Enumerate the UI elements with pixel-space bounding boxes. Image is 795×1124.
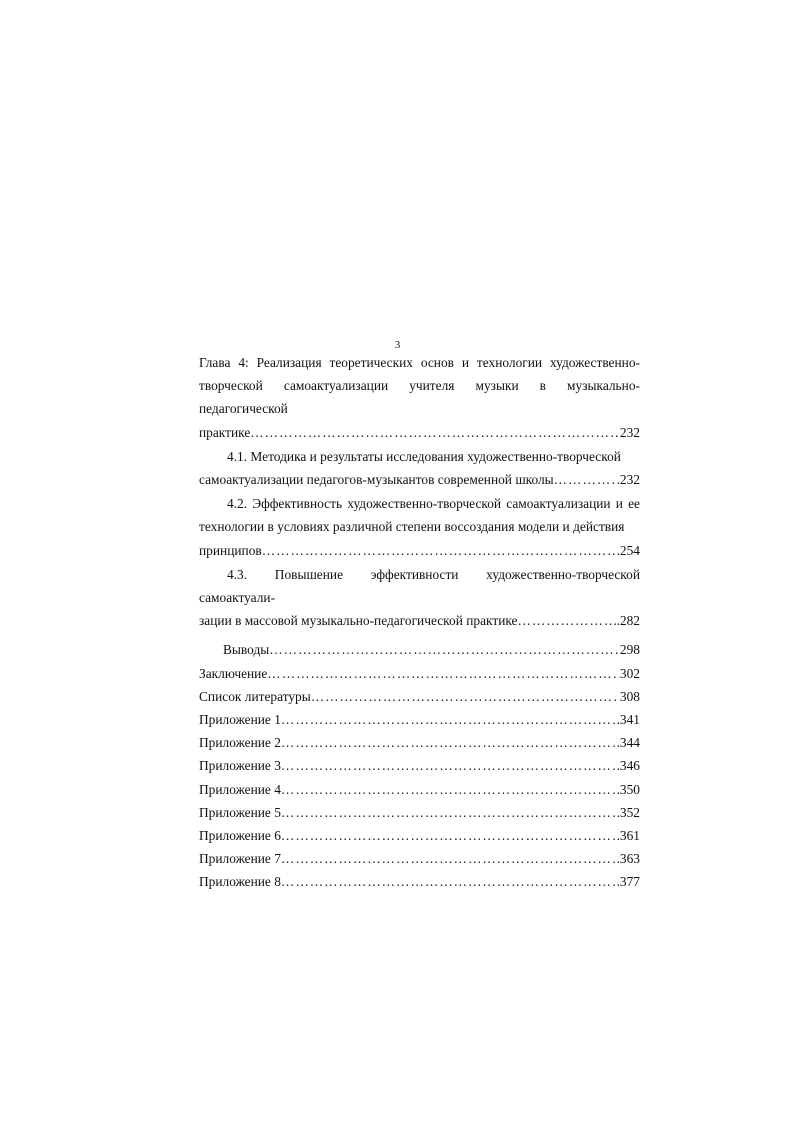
toc-chapter-4[interactable] <box>199 351 640 444</box>
toc-section-4-1-title: 4.1. Методика и результаты исследования художественно-творческой <box>227 448 621 464</box>
toc-appendix-4[interactable] <box>199 778 640 801</box>
toc-entry-label: Заключение <box>199 665 268 681</box>
dot-leader <box>269 638 619 661</box>
toc-bibliography[interactable] <box>199 685 640 708</box>
dot-leader <box>281 731 616 754</box>
toc-entry-label: Приложение 6 <box>199 828 281 844</box>
dot-leader <box>281 824 616 847</box>
toc-section-4-2-last-line: принципов <box>199 542 262 558</box>
toc-conclusion[interactable] <box>199 662 640 685</box>
toc-section-4-1-leader <box>199 468 640 491</box>
toc-entry-page: 302 <box>619 665 640 681</box>
dot-leader <box>281 801 616 824</box>
toc-appendix-8[interactable] <box>199 870 640 893</box>
dot-leader <box>281 870 616 893</box>
toc-section-4-1-last-line: самоактуализации педагогов-музыкантов современной школы <box>199 472 554 488</box>
toc-appendix-7[interactable] <box>199 847 640 870</box>
dot-leader <box>281 708 616 731</box>
toc-entry-page: .352 <box>616 804 640 820</box>
toc-section-4-1-page: .232 <box>616 472 640 488</box>
toc-appendix-3[interactable] <box>199 754 640 777</box>
toc-entry-label: Приложение 4 <box>199 781 281 797</box>
toc-section-4-3-leader <box>199 609 640 632</box>
toc-section-4-2[interactable] <box>199 492 640 562</box>
toc-vyvody-page: 298 <box>619 642 640 658</box>
toc-entry-label: Приложение 5 <box>199 804 281 820</box>
toc-section-4-3-title: 4.3. Повышение эффективности художественно-творческой самоактуали- <box>199 566 640 606</box>
toc-entry-label: Список литературы <box>199 688 311 704</box>
toc-entry-label: Приложение 3 <box>199 758 281 774</box>
toc-entry-page: .363 <box>616 851 640 867</box>
table-of-contents <box>199 351 640 894</box>
toc-chapter-4-leader <box>199 421 640 444</box>
toc-appendix-2[interactable] <box>199 731 640 754</box>
toc-entry-label: Приложение 1 <box>199 712 281 728</box>
dot-leader <box>281 847 616 870</box>
toc-entry-page: .350 <box>616 781 640 797</box>
toc-appendix-6[interactable] <box>199 824 640 847</box>
toc-vyvody-label: Выводы <box>223 642 270 658</box>
toc-entry-page: .346 <box>616 758 640 774</box>
toc-entry-page: 308 <box>619 688 640 704</box>
dot-leader <box>554 468 616 491</box>
toc-section-4-3-page: .282 <box>616 613 640 629</box>
page-number: 3 <box>394 339 401 351</box>
toc-entry-label: Приложение 7 <box>199 851 281 867</box>
toc-entry-page: .361 <box>616 828 640 844</box>
toc-entry-page: .341 <box>616 712 640 728</box>
toc-entry-page: .377 <box>616 874 640 890</box>
toc-entry-label: Приложение 2 <box>199 735 281 751</box>
toc-chapter-4-last-line: практике <box>199 424 251 440</box>
toc-section-4-2-leader <box>199 539 640 562</box>
toc-section-4-1[interactable] <box>199 445 640 491</box>
dot-leader <box>517 609 615 632</box>
dot-leader <box>281 778 616 801</box>
toc-entry-label: Приложение 8 <box>199 874 281 890</box>
dot-leader <box>262 539 619 562</box>
toc-chapter-4-page: 232 <box>619 424 640 440</box>
toc-section-4-3[interactable] <box>199 563 640 633</box>
toc-section-4-2-page: 254 <box>619 542 640 558</box>
dot-leader <box>281 754 616 777</box>
toc-appendix-5[interactable] <box>199 801 640 824</box>
dot-leader <box>250 421 619 444</box>
toc-chapter-4-title: Глава 4: Реализация теоретических основ и технологии художественно-творческой самоактуализации учителя музыки в музыкально-педагогической <box>199 355 640 417</box>
toc-entry-page: .344 <box>616 735 640 751</box>
dot-leader <box>267 662 619 685</box>
dot-leader <box>311 685 619 708</box>
toc-section-4-3-last-line: зации в массовой музыкально-педагогической практике <box>199 613 518 629</box>
toc-appendix-1[interactable] <box>199 708 640 731</box>
toc-section-4-2-title: 4.2. Эффективность художественно-творческой самоактуализации и ее технологии в условиях различной степени воссоздания модели и действия <box>199 496 640 535</box>
toc-vyvody[interactable] <box>199 638 640 661</box>
